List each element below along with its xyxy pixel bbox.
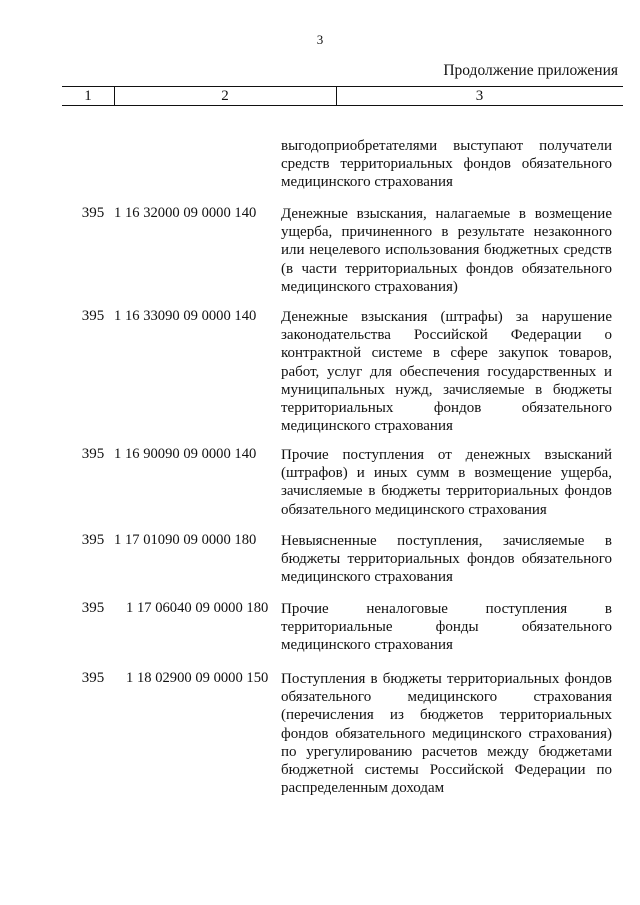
description-line: Прочие неналоговые поступления в	[281, 601, 612, 617]
description-line: средств территориальных фондов обязательного	[281, 156, 612, 173]
description-line: Невыясненные поступления, зачисляемые в	[281, 533, 612, 549]
continuation-label: Продолжение приложения	[443, 62, 618, 79]
admin-code: 395	[81, 308, 105, 324]
admin-code: 395	[81, 205, 105, 221]
description-line: выгодоприобретателями выступают получатели	[281, 138, 612, 154]
description-line: территориальные фонды обязательного	[281, 619, 612, 636]
description-line: (в части территориальных фондов обязательного	[281, 260, 612, 277]
admin-code: 395	[81, 532, 105, 548]
budget-code: 1 16 90090 09 0000 140	[114, 446, 257, 462]
row-description	[281, 205, 612, 296]
budget-code: 1 16 33090 09 0000 140	[114, 308, 257, 324]
description-line: по урегулированию расчетов между бюджетами	[281, 743, 612, 760]
budget-code: 1 17 01090 09 0000 180	[114, 532, 257, 548]
description-line: фондов обязательного медицинского страхования)	[281, 725, 612, 742]
description-line: медицинского страхования	[281, 637, 453, 654]
description-line: или нецелевого использования бюджетных средств	[281, 242, 612, 259]
description-line: Поступления в бюджеты территориальных фондов	[281, 671, 612, 687]
description-line: (штрафов) и иных сумм в возмещение ущерба,	[281, 465, 612, 482]
budget-code: 1 18 02900 09 0000 150	[126, 670, 269, 686]
description-line: распределенным доходам	[281, 780, 445, 797]
description-line: медицинского страхования)	[281, 278, 458, 295]
row-description	[281, 670, 612, 797]
description-line: Денежные взыскания, налагаемые в возмещение	[281, 206, 612, 222]
description-line: Денежные взыскания (штрафы) за нарушение	[281, 309, 612, 325]
description-line: медицинского страхования	[281, 418, 453, 435]
header-col-2: 2	[221, 88, 229, 104]
description-line: муниципальных нужд, зачисляемые в бюджеты	[281, 381, 612, 398]
budget-code: 1 16 32000 09 0000 140	[114, 205, 257, 221]
description-line: обязательного медицинского страхования	[281, 689, 612, 706]
admin-code: 395	[81, 600, 105, 616]
header-col-3: 3	[475, 88, 484, 104]
description-line: контрактной системе в сфере закупок товаров,	[281, 345, 612, 362]
admin-code: 395	[81, 670, 105, 686]
row-description	[281, 532, 612, 587]
row-description	[281, 600, 612, 655]
admin-code: 395	[81, 446, 105, 462]
description-line: Прочие поступления от денежных взысканий	[281, 447, 612, 463]
continuation-description	[281, 137, 612, 192]
description-line: медицинского страхования	[281, 174, 453, 191]
description-line: законодательства Российской Федерации о	[281, 327, 612, 344]
header-col-1: 1	[84, 88, 92, 104]
description-line: ущерба, причиненного в результате незаконного	[281, 224, 612, 241]
description-line: территориальных фондов обязательного	[281, 400, 612, 417]
row-description	[281, 308, 612, 435]
description-line: работ, услуг для обеспечения государственных и	[281, 363, 612, 380]
row-description	[281, 446, 612, 519]
description-line: обязательного медицинского страхования	[281, 501, 547, 518]
description-line: бюджетной системы Российской Федерации по	[281, 762, 612, 779]
description-line: медицинского страхования	[281, 569, 453, 586]
budget-code: 1 17 06040 09 0000 180	[126, 600, 269, 616]
description-line: бюджеты территориальных фондов обязательного	[281, 551, 612, 568]
table-header	[62, 86, 623, 106]
description-line: (перечисления из бюджетов территориальных	[281, 707, 612, 724]
page-number: 3	[316, 32, 324, 47]
description-line: зачисляемые в бюджеты территориальных фондов	[281, 483, 612, 500]
